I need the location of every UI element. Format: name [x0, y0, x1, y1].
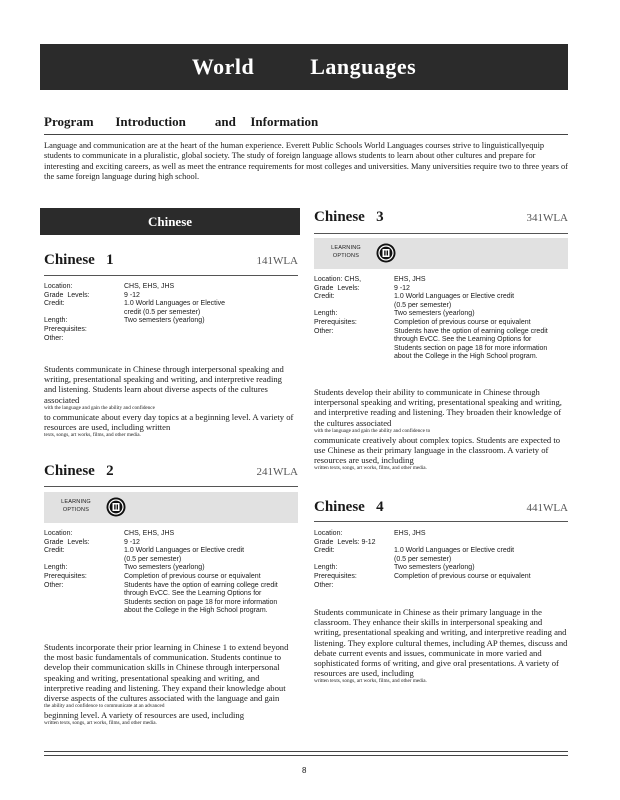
- detail-label: Grade Levels:: [314, 284, 360, 292]
- detail-label: Credit:: [44, 300, 65, 308]
- course-details-chinese-1: [44, 283, 298, 343]
- course-details-chinese-4: [314, 530, 568, 590]
- detail-value: Students section on page 18 for more information: [394, 344, 548, 352]
- detail-label: Length:: [44, 564, 68, 572]
- detail-value: CHS, EHS, JHS: [124, 283, 175, 290]
- description-small-text: the ability and confidence to communicate at an advanced: [44, 703, 165, 710]
- detail-value: Completion of previous course or equivalent: [394, 572, 531, 580]
- section-header-chinese: [40, 208, 300, 235]
- detail-value: about the College in the High School program.: [394, 353, 538, 361]
- detail-value: 9 -12: [124, 538, 140, 546]
- course-code: 241WLA: [256, 466, 298, 478]
- detail-label: Grade Levels:: [44, 291, 90, 299]
- detail-label: Prerequisites:: [44, 325, 87, 333]
- course-header-chinese-4: [314, 499, 568, 516]
- detail-value: 1.0 World Languages or Elective credit: [124, 547, 245, 555]
- description-small-text: with the language and gain the ability and confidence to: [314, 427, 431, 434]
- divider: [44, 486, 298, 487]
- detail-value: through EvCC. See the Learning Options for: [394, 336, 532, 344]
- detail-value: through EvCC. See the Learning Options for: [124, 590, 262, 598]
- description-text: communicate creatively about complex topics. Students are expected to use Chinese as their primary language in the classroom. A variety of resources are used, including: [314, 434, 561, 466]
- detail-value: Two semesters (yearlong): [124, 564, 205, 572]
- college-in-high-school-icon: [376, 243, 396, 263]
- detail-value: Two semesters (yearlong): [124, 317, 205, 325]
- detail-label: Location:: [44, 283, 73, 290]
- detail-label: Other:: [314, 581, 334, 589]
- learning-options-box: [314, 238, 568, 269]
- course-description-chinese-4: [314, 607, 568, 685]
- description-text: to communicate about every day topics at a beginning level. A variety of resources are used, including written: [44, 411, 294, 433]
- detail-value: Two semesters (yearlong): [394, 564, 475, 572]
- detail-label: Location:: [44, 530, 73, 537]
- detail-value: [394, 539, 568, 548]
- detail-value: EHS, JHS: [394, 276, 426, 283]
- detail-value: (0.5 per semester): [124, 555, 182, 563]
- detail-value: (0.5 per semester): [394, 555, 452, 563]
- detail-label: Other:: [314, 327, 334, 335]
- detail-value: EHS, JHS: [394, 530, 426, 537]
- detail-value: CHS, EHS, JHS: [124, 530, 175, 537]
- page-number: 8: [302, 766, 307, 775]
- detail-value: 1.0 World Languages or Elective credit: [394, 293, 515, 301]
- detail-label: Length:: [314, 564, 338, 572]
- course-details-chinese-2: [44, 530, 298, 616]
- divider: [44, 275, 298, 276]
- detail-value: Students have the option of earning college credit: [124, 581, 278, 589]
- course-header-chinese-2: [44, 463, 298, 480]
- description-small-text: texts, songs, art works, films, and other media.: [44, 432, 141, 439]
- course-description-chinese-3: [314, 387, 568, 472]
- detail-value: (0.5 per semester): [394, 301, 452, 309]
- course-title: Chinese 3: [314, 209, 384, 225]
- course-description-chinese-1: [44, 364, 296, 439]
- intro-heading: Program Introduction and Information: [44, 114, 319, 129]
- detail-label: Grade Levels:: [44, 538, 90, 546]
- section-title: Chinese: [147, 213, 193, 229]
- detail-label: Credit:: [314, 293, 335, 301]
- course-description-chinese-2: [44, 642, 298, 727]
- detail-value: Students section on page 18 for more information: [124, 598, 278, 606]
- detail-label: Location: CHS,: [314, 276, 362, 283]
- detail-label: Grade Levels: 9-12: [314, 538, 376, 546]
- course-title: Chinese 2: [44, 463, 114, 479]
- detail-label: Prerequisites:: [314, 318, 357, 326]
- detail-value: 9 -12: [124, 291, 140, 299]
- detail-value: about the College in the High School program.: [124, 607, 268, 615]
- divider: [314, 233, 568, 234]
- detail-label: Other:: [44, 334, 64, 342]
- course-code: 441WLA: [526, 502, 568, 514]
- footer-rule-top: [44, 751, 568, 752]
- page-banner: [40, 44, 568, 90]
- detail-label: Credit:: [44, 547, 65, 555]
- course-header-chinese-3: [314, 209, 568, 226]
- description-small-text: written texts, songs, art works, films, and other media.: [44, 720, 157, 727]
- detail-label: Credit:: [314, 547, 335, 555]
- description-small-text: with the language and gain the ability and confidence: [44, 404, 155, 411]
- course-details-chinese-3: [314, 276, 568, 362]
- course-code: 341WLA: [526, 212, 568, 224]
- divider: [314, 521, 568, 522]
- detail-label: Other:: [44, 581, 64, 589]
- learning-options-label: LEARNING OPTIONS: [61, 499, 91, 513]
- course-title: Chinese 1: [44, 252, 114, 268]
- course-header-chinese-1: [44, 252, 298, 269]
- detail-value: 1.0 World Languages or Elective credit: [394, 547, 515, 555]
- course-title: Chinese 4: [314, 499, 384, 515]
- description-text: Students incorporate their prior learning in Chinese 1 to extend beyond the most basic fundamentals of communication. Students continue to develop their communication skills in Chinese through interpersonal speaking and writing, presentational speaking and writing, and interpretive reading and listening. They expand their knowledge about diverse aspects of the cultures associated with the language and gain: [44, 642, 289, 704]
- intro-paragraph: Language and communication are at the heart of the human experience. Everett Public Schools World Languages courses strive to linguisticallyequip students to communicate in a pluralistic, global society. The study of foreign language allows students to learn about other cultures and prepare for interesting and exciting careers, as well as meet the entrance requirements for most colleges and universities. Many universities require two to three years of the same foreign language during high school.: [44, 141, 568, 181]
- detail-value: 1.0 World Languages or Elective: [124, 300, 226, 308]
- detail-label: Prerequisites:: [44, 572, 87, 580]
- description-text: Students develop their ability to communicate in Chinese through interpersonal speaking and writing, presentational speaking and writing, and interpretive reading and listening. They broaden their knowledge of the cultures associated: [314, 387, 562, 428]
- intro-rule: [44, 134, 568, 135]
- detail-value: 9 -12: [394, 284, 410, 292]
- learning-options-label: LEARNING OPTIONS: [331, 245, 361, 259]
- detail-value: Completion of previous course or equivalent: [124, 572, 261, 580]
- description-text: Students communicate in Chinese through interpersonal speaking and writing, presentational speaking and writing, and interpretive reading and listening. Students learn about diverse aspects of the cultures associated: [44, 364, 284, 405]
- description-text: beginning level. A variety of resources are used, including: [44, 710, 244, 721]
- course-code: 141WLA: [256, 255, 298, 267]
- banner-title: World Languages: [191, 54, 417, 79]
- description-text: Students communicate in Chinese as their primary language in the classroom. They enhance their skills in interpersonal speaking and writing, presentational speaking and writing, and interpretive reading and listening. They explore cultural themes, including AP themes, discuss and debate current events and issues, communicate in more varied and sophisticated forms of writing, and give oral presentations. A variety of resources are used, including: [314, 607, 568, 679]
- detail-value: Students have the option of earning college credit: [394, 327, 548, 335]
- detail-value: credit (0.5 per semester): [124, 308, 201, 316]
- detail-value: Completion of previous course or equivalent: [394, 318, 531, 326]
- detail-label: Length:: [44, 317, 68, 325]
- detail-label: Location:: [314, 530, 343, 537]
- learning-options-box: [44, 492, 298, 523]
- footer-rule-bottom: [44, 755, 568, 756]
- description-small-text: written texts, songs, art works, films, and other media.: [314, 678, 427, 685]
- detail-label: Prerequisites:: [314, 572, 357, 580]
- description-small-text: written texts, songs, art works, films, and other media.: [314, 465, 427, 472]
- college-in-high-school-icon: [106, 497, 126, 517]
- detail-label: Length:: [314, 310, 338, 318]
- detail-value: Two semesters (yearlong): [394, 310, 475, 318]
